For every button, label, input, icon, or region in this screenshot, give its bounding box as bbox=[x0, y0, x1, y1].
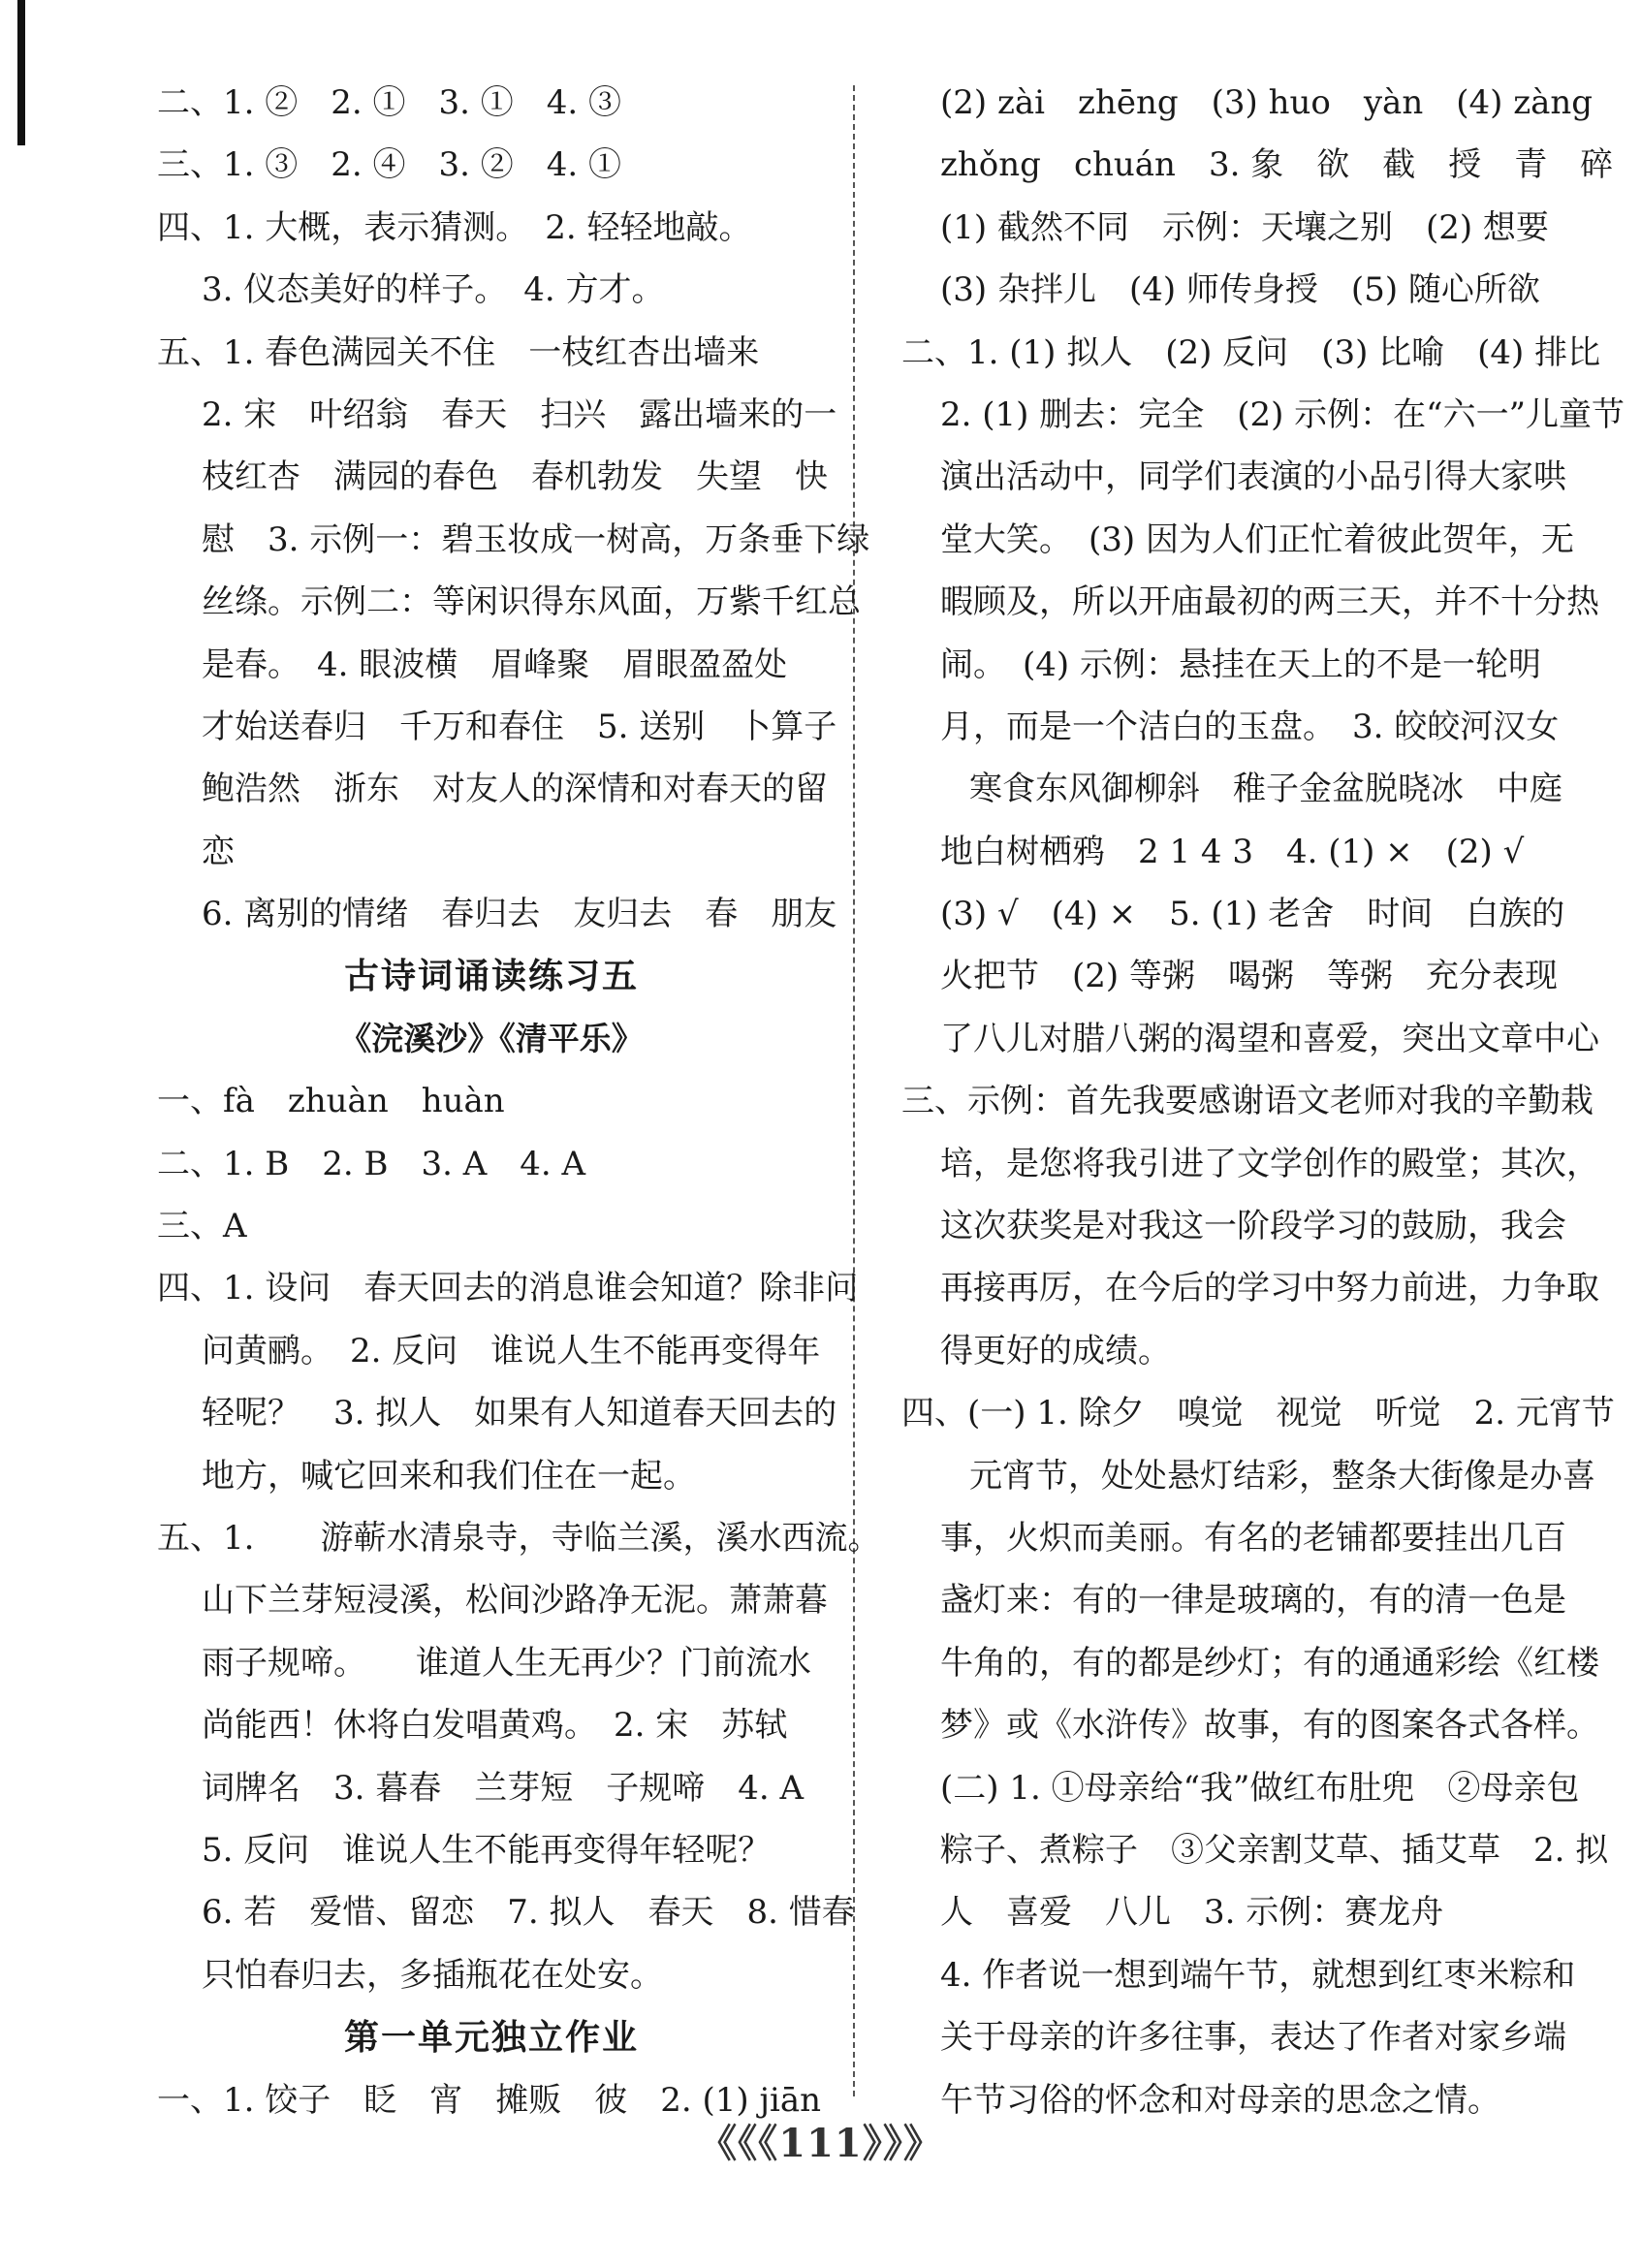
answer-line: 轻呢？ 3. 拟人 如果有人知道春天回去的 bbox=[202, 1394, 837, 1433]
answer-line: 元宵节，处处悬灯结彩，整条大街像是办喜 bbox=[969, 1456, 1595, 1496]
answer-line: 只怕春归去，多插瓶花在处安。 bbox=[202, 1955, 663, 1995]
answer-line: 四、1. 设问 春天回去的消息谁会知道？除非问 bbox=[157, 1269, 859, 1308]
answer-line: 山下兰芽短浸溪，松间沙路净无泥。萧萧暮 bbox=[202, 1581, 828, 1621]
answer-line: 寒食东风御柳斜 稚子金盆脱晓冰 中庭 bbox=[969, 770, 1562, 809]
answer-line: (1) 截然不同 示例：天壤之别 (2) 想要 bbox=[940, 207, 1549, 247]
answer-line: 问黄鹂。 2. 反问 谁说人生不能再变得年 bbox=[202, 1331, 821, 1370]
answer-line: 关于母亲的许多往事，表达了作者对家乡端 bbox=[940, 2018, 1566, 2058]
answer-line: 3. 仪态美好的样子。 4. 方才。 bbox=[202, 270, 665, 310]
answer-line: 演出活动中，同学们表演的小品引得大家哄 bbox=[940, 457, 1566, 497]
answer-line: 才始送春归 千万和春住 5. 送别 卜算子 bbox=[202, 707, 837, 746]
page-edge-bar bbox=[17, 0, 25, 145]
section-heading: 第一单元独立作业 bbox=[343, 2017, 639, 2059]
answer-line: 地白树栖鸦 2 1 4 3 4. (1) × (2) √ bbox=[940, 832, 1525, 871]
answer-line: 四、(一) 1. 除夕 嗅觉 视觉 听觉 2. 元宵节 bbox=[901, 1394, 1615, 1433]
answer-line: 火把节 (2) 等粥 喝粥 等粥 充分表现 bbox=[940, 957, 1558, 996]
answer-line: 丝绦。示例二：等闲识得东风面，万紫千红总 bbox=[202, 583, 861, 622]
section-heading: 古诗词诵读练习五 bbox=[343, 956, 639, 997]
answer-line: (3) √ (4) × 5. (1) 老舍 时间 白族的 bbox=[940, 895, 1565, 934]
answer-line: 地方，喊它回来和我们住在一起。 bbox=[202, 1456, 696, 1496]
answer-line: 6. 若 爱惜、留恋 7. 拟人 春天 8. 惜春 bbox=[202, 1893, 855, 1933]
page-number: 《《《111》》》 bbox=[698, 2121, 943, 2166]
answer-line: 三、示例：首先我要感谢语文老师对我的辛勤栽 bbox=[901, 1082, 1594, 1121]
answer-line: 三、A bbox=[157, 1207, 247, 1246]
answer-line: 盏灯来：有的一律是玻璃的，有的清一色是 bbox=[940, 1581, 1566, 1621]
answer-line: 慰 3. 示例一：碧玉妆成一树高，万条垂下绿 bbox=[202, 520, 870, 559]
answer-line: 牛角的，有的都是纱灯；有的通通彩绘《红楼 bbox=[940, 1643, 1599, 1683]
answer-line: 这次获奖是对我这一阶段学习的鼓励，我会 bbox=[940, 1207, 1566, 1246]
answer-line: 得更好的成绩。 bbox=[940, 1331, 1171, 1370]
answer-line: 闹。 (4) 示例：悬挂在天上的不是一轮明 bbox=[940, 645, 1541, 684]
answer-line: 鲍浩然 浙东 对友人的深情和对春天的留 bbox=[202, 770, 828, 809]
answer-line: 三、1. ③ 2. ④ 3. ② 4. ① bbox=[157, 145, 621, 185]
answer-line: 6. 离别的情绪 春归去 友归去 春 朋友 bbox=[202, 895, 837, 934]
answer-line: 尚能西！休将白发唱黄鸡。 2. 宋 苏轼 bbox=[202, 1706, 788, 1746]
answer-line: 词牌名 3. 暮春 兰芽短 子规啼 4. A bbox=[202, 1768, 805, 1808]
answer-line: 粽子、煮粽子 ③父亲割艾草、插艾草 2. 拟 bbox=[940, 1830, 1609, 1870]
answer-line: 午节习俗的怀念和对母亲的思念之情。 bbox=[940, 2080, 1500, 2120]
answer-line: 梦》或《水浒传》故事，有的图案各式各样。 bbox=[940, 1706, 1599, 1746]
answer-line: 五、1. 春色满园关不住 一枝红杏出墙来 bbox=[157, 332, 760, 372]
answer-line: zhǒng chuán 3. 象 欲 截 授 青 碎 bbox=[940, 145, 1614, 185]
answer-line: 2. 宋 叶绍翁 春天 扫兴 露出墙来的一 bbox=[202, 394, 837, 434]
answer-line: 二、1. B 2. B 3. A 4. A bbox=[157, 1144, 586, 1183]
left-column bbox=[157, 72, 881, 2131]
answer-line: 2. (1) 删去：完全 (2) 示例：在“六一”儿童节 bbox=[940, 394, 1625, 434]
answer-line: 事，火炽而美丽。有名的老铺都要挂出几百 bbox=[940, 1518, 1566, 1558]
answer-line: 暇顾及，所以开庙最初的两三天，并不十分热 bbox=[940, 583, 1599, 622]
answer-line: 人 喜爱 八儿 3. 示例：赛龙舟 bbox=[940, 1893, 1444, 1933]
answer-line: 5. 反问 谁说人生不能再变得年轻呢？ bbox=[202, 1830, 772, 1870]
answer-line: 4. 作者说一想到端午节，就想到红枣米粽和 bbox=[940, 1955, 1576, 1995]
answer-line: 培，是您将我引进了文学创作的殿堂；其次， bbox=[940, 1144, 1599, 1183]
column-divider bbox=[853, 85, 855, 2096]
answer-line: (2) zài zhēng (3) huo yàn (4) zàng bbox=[940, 83, 1594, 122]
answer-line: (3) 杂拌儿 (4) 师传身授 (5) 随心所欲 bbox=[940, 270, 1540, 310]
answer-line: (二) 1. ①母亲给“我”做红布肚兜 ②母亲包 bbox=[940, 1768, 1580, 1808]
answer-line: 是春。 4. 眼波横 眉峰聚 眉眼盈盈处 bbox=[202, 645, 788, 684]
answer-line: 了八儿对腊八粥的渴望和喜爱，突出文章中心 bbox=[940, 1019, 1599, 1058]
answer-line: 月，而是一个洁白的玉盘。 3. 皎皎河汉女 bbox=[940, 707, 1560, 746]
answer-line: 一、1. 饺子 眨 宵 摊贩 彼 2. (1) jiān bbox=[157, 2080, 822, 2120]
answer-line: 五、1. 游蕲水清泉寺，寺临兰溪，溪水西流。 bbox=[157, 1518, 881, 1558]
answer-line: 堂大笑。 (3) 因为人们正忙着彼此贺年，无 bbox=[940, 520, 1574, 559]
answer-line: 二、1. (1) 拟人 (2) 反问 (3) 比喻 (4) 排比 bbox=[901, 332, 1601, 372]
answer-line: 二、1. ② 2. ① 3. ① 4. ③ bbox=[157, 83, 621, 122]
section-subheading: 《浣溪沙》《清平乐》 bbox=[339, 1019, 644, 1057]
answer-line: 再接再厉，在今后的学习中努力前进，力争取 bbox=[940, 1269, 1599, 1308]
answer-line: 四、1. 大概，表示猜测。 2. 轻轻地敲。 bbox=[157, 207, 752, 247]
answer-line: 恋 bbox=[202, 832, 235, 871]
answer-line: 一、fà zhuàn huàn bbox=[157, 1082, 505, 1121]
right-column bbox=[901, 72, 1625, 2131]
answer-line: 枝红杏 满园的春色 春机勃发 失望 快 bbox=[202, 457, 828, 497]
answer-line: 雨子规啼。 谁道人生无再少？门前流水 bbox=[202, 1643, 811, 1683]
